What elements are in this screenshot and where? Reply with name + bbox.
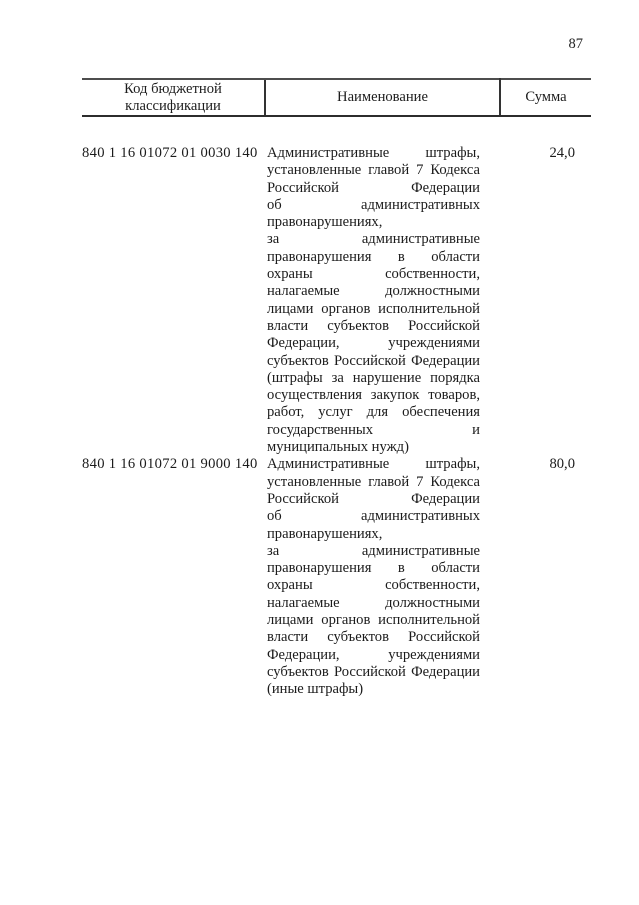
row-name (265, 456, 500, 698)
row-name-paragraph: Административные штрафы, установленные главой 7 Кодекса Российской Федерации об административных правонарушениях, (267, 145, 480, 231)
budget-table (82, 78, 591, 699)
page-number: 87 (568, 36, 583, 52)
row-sum: 24,0 (549, 145, 575, 161)
row-name-paragraph: за административные правонарушения в области охраны собственности, налагаемые должностными лицами органов исполнительной власти субъектов Российской Федерации, учреждениями субъектов Российской Федерации (иные штрафы) (267, 542, 480, 698)
header-name: Наименование (265, 79, 500, 116)
row-budget-code: 840 1 16 01072 01 9000 140 (82, 456, 258, 473)
row-budget-code: 840 1 16 01072 01 0030 140 (82, 145, 258, 161)
row-name-paragraph: за административные правонарушения в области охраны собственности, налагаемые должностными лицами органов исполнительной власти субъектов Российской Федерации, учреждениями субъектов Российской Федерации (штрафы за нарушение порядка осуществления закупок товаров, работ, услуг для обеспечения государственных и муниципальных нужд) (267, 231, 480, 456)
row-name (265, 116, 500, 456)
row-sum: 80,0 (549, 456, 575, 473)
table-row (82, 456, 591, 698)
table-row (82, 116, 591, 456)
header-budget-code: Код бюджетной классификации (82, 79, 265, 116)
header-sum: Сумма (500, 79, 591, 116)
row-name-paragraph: Административные штрафы, установленные главой 7 Кодекса Российской Федерации об административных правонарушениях, (267, 456, 480, 542)
table-header-row (82, 79, 591, 116)
